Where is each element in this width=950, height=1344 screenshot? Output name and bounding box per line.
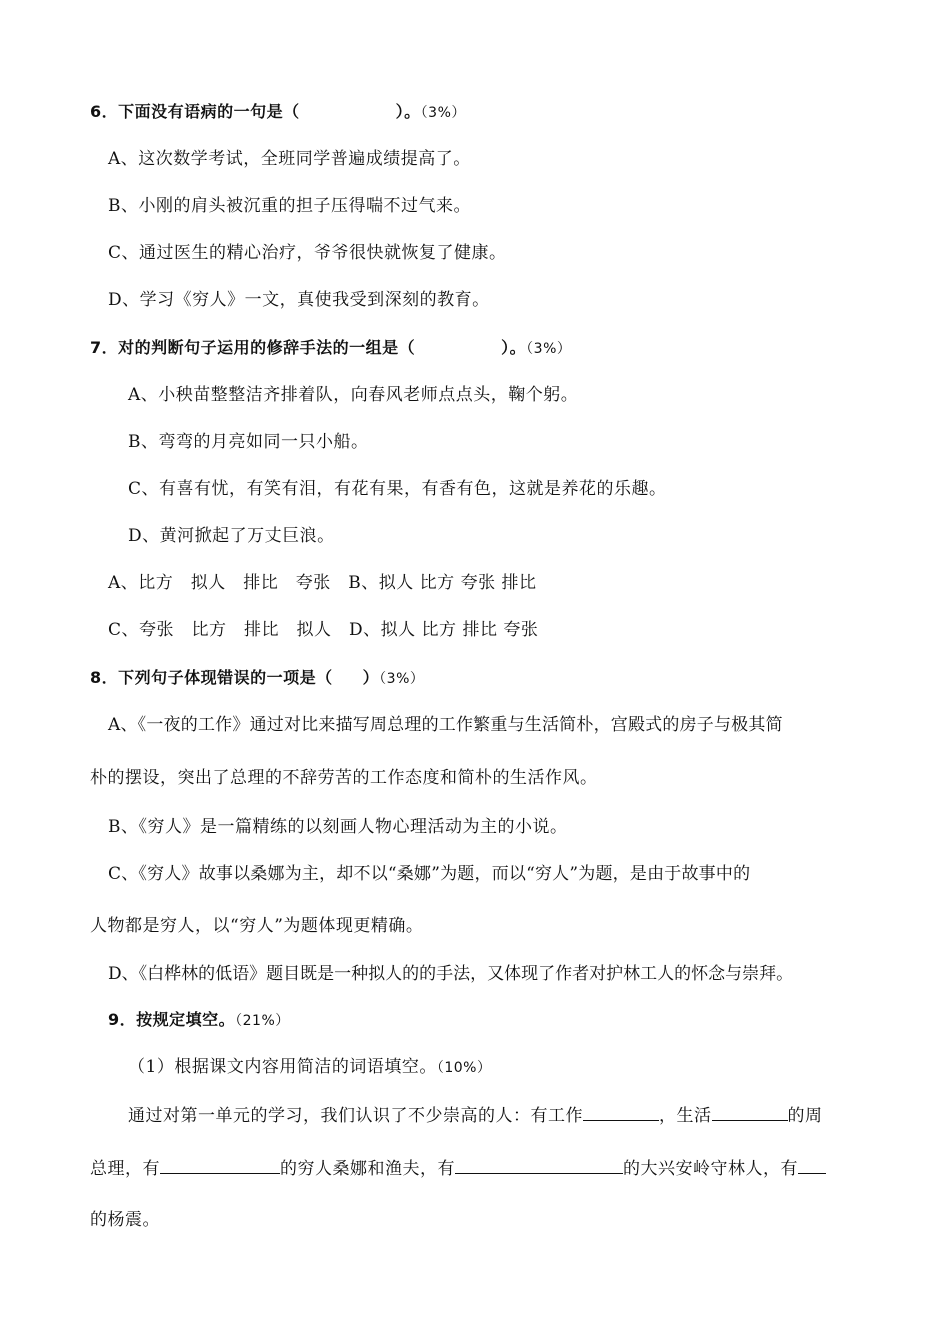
- q7-sentence-a: A、小秧苗整整洁齐排着队，向春风老师点点头，鞠个躬。: [128, 385, 579, 405]
- q9-fill-text-2b: 的穷人桑娜和渔夫，有: [280, 1159, 455, 1179]
- q7-title: [90, 336, 571, 361]
- q8-option-c: C、《穷人》故事以桑娜为主，却不以“桑娜”为题，而以“穷人”为题，是由于故事中的: [108, 864, 751, 884]
- q9-sub1-score: （10%）: [436, 1060, 492, 1076]
- q7-sentence-b: B、弯弯的月亮如同一只小船。: [128, 432, 369, 452]
- q7-sentence-d: D、黄河掀起了万丈巨浪。: [128, 526, 335, 546]
- q9-blank-2[interactable]: [712, 1102, 788, 1121]
- q7-title-text: 7．对的判断句子运用的修辞手法的一组是（: [90, 338, 416, 357]
- q7-choice-row-2: C、夸张 比方 排比 拟人 D、拟人 比方 排比 夸张: [108, 620, 539, 640]
- q9-fill-line-3: 的杨震。: [90, 1210, 160, 1230]
- q9-blank-5[interactable]: [798, 1155, 826, 1174]
- q7-sentence-c: C、有喜有忧，有笑有泪，有花有果，有香有色，这就是养花的乐趣。: [128, 479, 667, 499]
- q9-blank-4[interactable]: [455, 1155, 623, 1174]
- q9-fill-text-2a: 总理，有: [90, 1159, 160, 1179]
- q9-title: [108, 1008, 290, 1033]
- q6-title-end: ）。: [395, 102, 421, 121]
- q6-option-d: D、学习《穷人》一文，真使我受到深刻的教育。: [108, 290, 490, 310]
- q7-score: （3%）: [526, 341, 572, 357]
- q6-option-b: B、小刚的肩头被沉重的担子压得喘不过气来。: [108, 196, 471, 216]
- q7-title-end: ）。: [501, 338, 527, 357]
- q6-title: [90, 100, 466, 125]
- q8-score: （3%）: [379, 671, 425, 687]
- q9-fill-text-1b: ，生活: [659, 1106, 712, 1126]
- q8-option-c-cont: 人物都是穷人，以“穷人”为题体现更精确。: [90, 916, 424, 936]
- q9-sub1: [128, 1055, 491, 1080]
- q9-sub1-label: （1）根据课文内容用简洁的词语填空。: [128, 1057, 437, 1077]
- q8-option-b: B、《穷人》是一篇精练的以刻画人物心理活动为主的小说。: [108, 817, 568, 837]
- q7-choice-row-1: A、比方 拟人 排比 夸张 B、拟人 比方 夸张 排比: [108, 573, 537, 593]
- q9-fill-line-2: [90, 1155, 826, 1181]
- q9-blank-1[interactable]: [583, 1102, 659, 1121]
- q8-option-a-cont: 朴的摆设，突出了总理的不辞劳苦的工作态度和简朴的生活作风。: [90, 768, 598, 788]
- q9-score: （21%）: [235, 1013, 290, 1029]
- q8-title-text: 8．下列句子体现错误的一项是（: [90, 668, 333, 687]
- q9-title-text: 9．按规定填空。: [108, 1010, 236, 1029]
- q9-fill-line-1: [128, 1102, 823, 1128]
- q8-option-d: D、《白桦林的低语》题目既是一种拟人的的手法，又体现了作者对护林工人的怀念与崇拜。: [108, 964, 794, 984]
- q9-fill-text-1c: 的周: [787, 1106, 823, 1126]
- q9-blank-3[interactable]: [160, 1155, 280, 1174]
- q9-fill-text-2c: 的大兴安岭守林人，有: [623, 1159, 798, 1179]
- q8-title: [90, 666, 424, 691]
- q6-score: （3%）: [420, 105, 466, 121]
- q8-option-a: A、《一夜的工作》通过对比来描写周总理的工作繁重与生活简朴，宫殿式的房子与极其简: [108, 715, 783, 735]
- q6-title-text: 6．下面没有语病的一句是（: [90, 102, 300, 121]
- q6-option-c: C、通过医生的精心治疗，爷爷很快就恢复了健康。: [108, 243, 507, 263]
- q6-option-a: A、这次数学考试，全班同学普遍成绩提高了。: [108, 149, 471, 169]
- q9-fill-text-1a: 通过对第一单元的学习，我们认识了不少崇高的人：有工作: [128, 1106, 583, 1126]
- q8-title-end: ）: [362, 668, 380, 687]
